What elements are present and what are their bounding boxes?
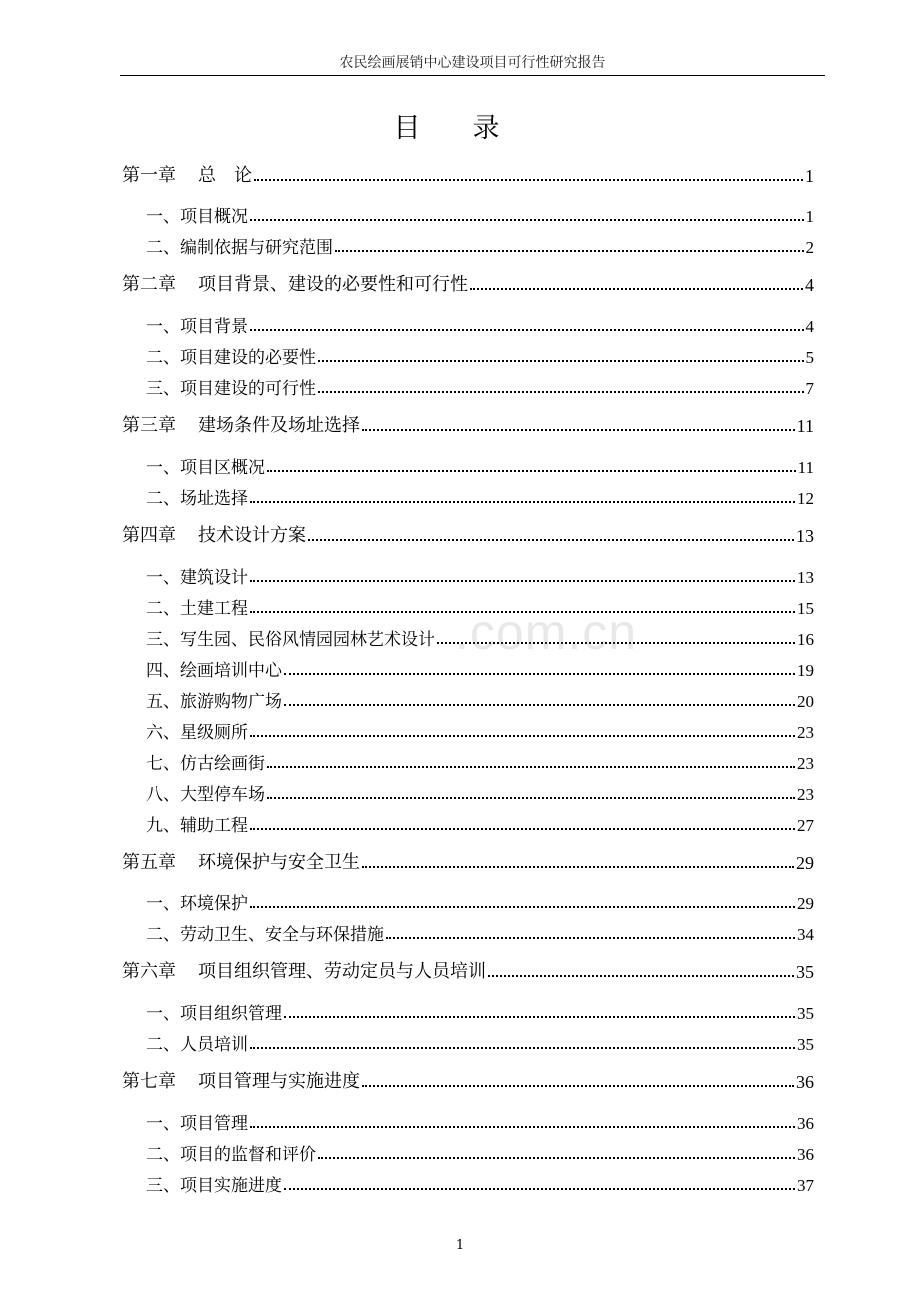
dot-leader <box>267 470 796 472</box>
toc-page-number: 15 <box>797 599 814 618</box>
toc-section-title: 二、土建工程 <box>146 599 248 619</box>
toc-section-title: 三、项目建设的可行性 <box>146 379 316 399</box>
dot-leader <box>284 673 795 675</box>
toc-page-number: 7 <box>805 379 814 398</box>
toc-page-number: 13 <box>796 526 814 546</box>
toc-section-title: 七、仿古绘画街 <box>146 754 265 774</box>
toc-page-number: 16 <box>797 630 814 649</box>
toc-section-entry[interactable] <box>122 890 814 914</box>
dot-leader <box>318 360 804 362</box>
toc-chapter-title: 项目背景、建设的必要性和可行性 <box>198 274 468 295</box>
toc-section-entry[interactable] <box>122 1172 814 1196</box>
toc-chapter-number: 第一章 <box>122 165 176 186</box>
dot-leader <box>284 1188 795 1190</box>
toc-section-title: 一、项目组织管理 <box>146 1004 282 1024</box>
toc-chapter-entry[interactable] <box>122 523 814 547</box>
toc-section-title: 二、场址选择 <box>146 489 248 509</box>
toc-section-entry[interactable] <box>122 921 814 945</box>
toc-section-title: 六、星级厕所 <box>146 723 248 743</box>
toc-chapter-entry[interactable] <box>122 1069 814 1093</box>
dot-leader <box>250 219 804 221</box>
toc-page-number: 19 <box>797 661 814 680</box>
toc-page-number: 4 <box>805 275 814 295</box>
toc-section-entry[interactable] <box>122 1141 814 1165</box>
toc-section-title: 一、项目管理 <box>146 1114 248 1134</box>
toc-page-number: 12 <box>797 489 814 508</box>
dot-leader <box>254 179 803 181</box>
dot-leader <box>386 937 795 939</box>
toc-chapter-number: 第二章 <box>122 274 176 295</box>
toc-page-number: 35 <box>796 962 814 982</box>
toc-chapter-number: 第五章 <box>122 852 176 873</box>
toc-section-title: 一、建筑设计 <box>146 568 248 588</box>
toc-page-number: 34 <box>797 925 814 944</box>
toc-section-entry[interactable] <box>122 812 814 836</box>
toc-section-entry[interactable] <box>122 203 814 227</box>
toc-page-number: 23 <box>797 785 814 804</box>
toc-section-entry[interactable] <box>122 564 814 588</box>
dot-leader <box>488 975 794 977</box>
toc-chapter-label <box>122 411 360 437</box>
dot-leader <box>267 797 795 799</box>
toc-section-title: 二、项目的监督和评价 <box>146 1145 316 1165</box>
dot-leader <box>284 1016 795 1018</box>
toc-section-entry[interactable] <box>122 375 814 399</box>
dot-leader <box>362 1085 794 1087</box>
toc-page-number: 11 <box>797 458 814 477</box>
toc-page-number: 27 <box>797 816 814 835</box>
toc-page-number: 13 <box>797 568 814 587</box>
page-number: 1 <box>455 1238 465 1253</box>
toc-section-title: 八、大型停车场 <box>146 785 265 805</box>
toc-page-number: 11 <box>796 416 814 436</box>
dot-leader <box>362 429 795 431</box>
dot-leader <box>318 391 804 393</box>
toc-chapter-title: 建场条件及场址选择 <box>198 415 360 436</box>
toc-chapter-entry[interactable] <box>122 959 814 983</box>
toc-chapter-label <box>122 848 360 874</box>
dot-leader <box>250 1126 795 1128</box>
toc-chapter-label <box>122 161 252 187</box>
dot-leader <box>267 766 795 768</box>
toc-section-entry[interactable] <box>122 719 814 743</box>
toc-section-entry[interactable] <box>122 688 814 712</box>
toc-section-title: 二、人员培训 <box>146 1035 248 1055</box>
watermark: .com.cn <box>455 604 638 660</box>
toc-section-entry[interactable] <box>122 1031 814 1055</box>
toc-page-number: 29 <box>796 853 814 873</box>
toc-section-title: 四、绘画培训中心 <box>146 661 282 681</box>
toc-section-title: 二、劳动卫生、安全与环保措施 <box>146 925 384 945</box>
toc-page-number: 35 <box>797 1035 814 1054</box>
toc-chapter-number: 第三章 <box>122 415 176 436</box>
toc-chapter-label <box>122 1067 360 1093</box>
toc-section-entry[interactable] <box>122 750 814 774</box>
header-rule <box>120 75 825 76</box>
dot-leader <box>335 250 804 252</box>
dot-leader <box>250 1047 795 1049</box>
toc-section-title: 一、环境保护 <box>146 894 248 914</box>
dot-leader <box>250 501 795 503</box>
toc-page-number: 20 <box>797 692 814 711</box>
toc-section-title: 五、旅游购物广场 <box>146 692 282 712</box>
toc-page-number: 5 <box>805 348 814 367</box>
dot-leader <box>318 1157 795 1159</box>
toc-page-number: 4 <box>805 317 814 336</box>
dot-leader <box>308 539 794 541</box>
toc-chapter-label <box>122 521 306 547</box>
toc-section-entry[interactable] <box>122 781 814 805</box>
toc-section-entry[interactable] <box>122 454 814 478</box>
toc-chapter-title: 技术设计方案 <box>198 525 306 546</box>
toc-page-number: 2 <box>805 238 814 257</box>
toc-section-title: 三、写生园、民俗风情园园林艺术设计 <box>146 630 435 650</box>
dot-leader <box>284 704 795 706</box>
toc-section-entry[interactable] <box>122 344 814 368</box>
toc-section-entry[interactable] <box>122 1000 814 1024</box>
toc-chapter-label <box>122 270 468 296</box>
toc-section-title: 九、辅助工程 <box>146 816 248 836</box>
toc-chapter-number: 第六章 <box>122 961 176 982</box>
toc-chapter-entry[interactable] <box>122 850 814 874</box>
toc-page-number: 29 <box>797 894 814 913</box>
toc-chapter-title: 环境保护与安全卫生 <box>198 852 360 873</box>
toc-chapter-entry[interactable] <box>122 272 814 296</box>
toc-section-title: 二、项目建设的必要性 <box>146 348 316 368</box>
toc-section-title: 一、项目概况 <box>146 207 248 227</box>
toc-page-number: 35 <box>797 1004 814 1023</box>
toc-page-number: 1 <box>805 207 814 226</box>
dot-leader <box>250 329 804 331</box>
page-header: 农民绘画展销中心建设项目可行性研究报告 <box>339 55 606 71</box>
dot-leader <box>250 580 795 582</box>
toc-chapter-label <box>122 957 486 983</box>
toc-section-title: 一、项目背景 <box>146 317 248 337</box>
toc-chapter-title: 总 论 <box>198 165 252 186</box>
toc-chapter-entry[interactable] <box>122 413 814 437</box>
toc-section-title: 二、编制依据与研究范围 <box>146 238 333 258</box>
toc-chapter-number: 第四章 <box>122 525 176 546</box>
toc-chapter-title: 项目组织管理、劳动定员与人员培训 <box>198 961 486 982</box>
toc-page-number: 36 <box>797 1145 814 1164</box>
toc-section-entry[interactable] <box>122 234 814 258</box>
toc-page-number: 36 <box>797 1114 814 1133</box>
toc-chapter-entry[interactable] <box>122 163 814 187</box>
toc-page-number: 37 <box>797 1176 814 1195</box>
dot-leader <box>362 866 794 868</box>
toc-section-title: 一、项目区概况 <box>146 458 265 478</box>
toc-page-number: 1 <box>805 166 814 186</box>
toc-section-entry[interactable] <box>122 485 814 509</box>
toc-section-title: 三、项目实施进度 <box>146 1176 282 1196</box>
toc-chapter-number: 第七章 <box>122 1071 176 1092</box>
toc-title: 目录 <box>393 113 552 144</box>
toc-page-number: 36 <box>796 1072 814 1092</box>
toc-section-entry[interactable] <box>122 1110 814 1134</box>
toc-section-entry[interactable] <box>122 313 814 337</box>
toc-page-number: 23 <box>797 723 814 742</box>
toc-page-number: 23 <box>797 754 814 773</box>
dot-leader <box>250 828 795 830</box>
dot-leader <box>250 906 795 908</box>
dot-leader <box>470 288 803 290</box>
dot-leader <box>250 735 795 737</box>
toc-chapter-title: 项目管理与实施进度 <box>198 1071 360 1092</box>
